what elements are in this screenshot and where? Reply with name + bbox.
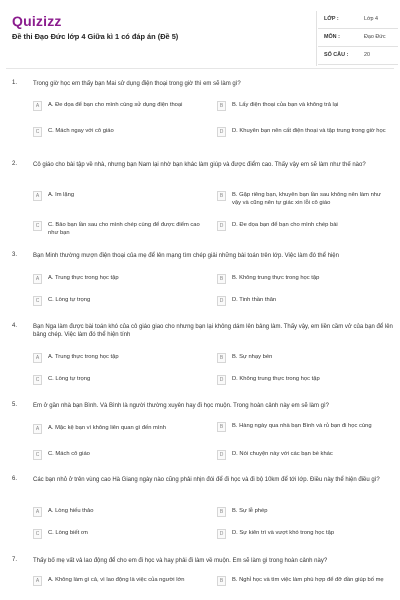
option-text: A. Đe dọa để bạn cho mình cùng sử dụng điện thoại <box>48 102 183 108</box>
option-text: C. Mách cô giáo <box>48 451 90 457</box>
option-letter-box: B <box>217 422 226 432</box>
meta-label: SỐ CÂU : <box>324 52 349 58</box>
meta-label: LỚP : <box>324 16 339 22</box>
option-text: B. Sự lễ phép <box>232 508 268 514</box>
question-text: Bạn Nga làm được bài toán khó của cô giáo giao cho nhưng bạn lại không dám lên bảng làm. Thấy vậy, em liền cầm vở của bạn để lên bảng chép. Việc làm đó thể hiện tính <box>33 324 393 338</box>
question-number: 4. <box>12 323 18 329</box>
meta-row-question-count <box>318 47 398 65</box>
meta-row-class <box>318 11 398 29</box>
option-letter-box: D <box>217 127 226 137</box>
option-letter-box: D <box>217 221 226 231</box>
question-text: Các bạn nhỏ ở trên vùng cao Hà Giang ngày nào cũng phải nhịn đói để đi học và đi bộ 10km để tới lớp. Điều này thể hiện điều gì? <box>33 477 380 483</box>
quizizz-logo: Quizizz <box>12 13 62 29</box>
question-number: 2. <box>12 161 18 167</box>
question-text: Trong giờ học em thấy bạn Mai sử dụng điện thoại trong giờ thì em sẽ làm gì? <box>33 81 241 87</box>
option-letter-box: A <box>33 101 42 111</box>
option-text: A. Im lặng <box>48 192 75 198</box>
option-letter-box: B <box>217 274 226 284</box>
option-text: B. Sự nhạy bén <box>232 354 273 360</box>
option-letter-box: B <box>217 576 226 586</box>
option-letter-box: C <box>33 296 42 306</box>
option-text: D. Không trung thực trong học tập <box>232 376 320 382</box>
question-number: 7. <box>12 557 18 563</box>
question-number: 3. <box>12 252 18 258</box>
option-text: C. Lòng biết ơn <box>48 530 88 536</box>
meta-row-subject <box>318 29 398 47</box>
option-letter-box: B <box>217 353 226 363</box>
option-letter-box: C <box>33 127 42 137</box>
option-letter-box: B <box>217 101 226 111</box>
meta-info-box <box>318 11 398 65</box>
question-number: 5. <box>12 402 18 408</box>
option-text: D. Khuyên bạn nên cất điện thoại và tập trung trong giờ học <box>232 128 386 134</box>
option-text: B. Không trung thực trong học tập <box>232 275 320 281</box>
option-letter-box: C <box>33 529 42 539</box>
option-letter-box: A <box>33 191 42 201</box>
option-letter-box: D <box>217 529 226 539</box>
option-text: D. Sự kiên trì và vượt khó trong học tập <box>232 530 335 536</box>
meta-label: MÔN : <box>324 34 340 40</box>
option-text: B. Nghỉ học và tìm việc làm phù hợp để đỡ đần giúp bố mẹ <box>232 577 384 583</box>
option-letter-box: A <box>33 576 42 586</box>
question-number: 1. <box>12 80 18 86</box>
option-text: C. Lòng tự trọng <box>48 376 91 382</box>
option-letter-box: B <box>217 507 226 517</box>
option-letter-box: C <box>33 375 42 385</box>
meta-value: Đạo Đức <box>364 34 386 40</box>
option-text: D. Đe dọa bạn để bạn cho mình chép bài <box>232 222 338 228</box>
option-letter-box: A <box>33 353 42 363</box>
question-text: Cô giáo cho bài tập về nhà, nhưng bạn Nam lại nhờ bạn khác làm giúp và được điểm cao. Thấy vậy em sẽ làm như thế nào? <box>33 162 366 168</box>
option-letter-box: C <box>33 221 42 231</box>
option-text: A. Lòng hiếu thảo <box>48 508 94 514</box>
option-text: A. Mặc kệ bạn vì không liên quan gì đến mình <box>48 425 166 431</box>
document-title: Đề thi Đạo Đức lớp 4 Giữa kì 1 có đáp án (Đề 5) <box>12 32 179 41</box>
question-text: Em ở gần nhà bạn Bình. Và Bình là người thường xuyên hay đi học muộn. Trong hoàn cảnh này em sẽ làm gì? <box>33 403 330 409</box>
option-letter-box: A <box>33 507 42 517</box>
option-text: A. Trung thực trong học tập <box>48 354 119 360</box>
meta-value: Lớp 4 <box>364 16 379 22</box>
option-text: A. Không làm gì cả, vì lao động là việc của người lớn <box>48 577 185 583</box>
option-letter-box: D <box>217 375 226 385</box>
question-text: Bạn Minh thường mượn điện thoại của mẹ để lên mạng tìm chép giải những bài toán trên lớp. Việc làm đó thể hiện <box>33 253 339 259</box>
option-text: D. Tinh thần thân <box>232 297 277 303</box>
question-text: Thấy bố mẹ vất vả lao động để cho em đi học và hay phải đi làm về muộn. Em sẽ làm gì trong hoàn cảnh này? <box>33 558 328 564</box>
option-text: C. Mách ngay với cô giáo <box>48 128 114 134</box>
option-text: B. Lấy điện thoại của bạn và không trả lại <box>232 102 339 108</box>
option-letter-box: D <box>217 296 226 306</box>
header-divider <box>6 68 394 69</box>
option-text: B. Hàng ngày qua nhà bạn Bình và rủ bạn đi học cùng <box>232 423 372 429</box>
option-text: C. Lòng tự trọng <box>48 297 91 303</box>
option-text: A. Trung thực trong học tập <box>48 275 119 281</box>
option-letter-box: A <box>33 274 42 284</box>
option-text: B. Gặp riêng bạn, khuyên bạn lần sau không nên làm như vậy và cũng nên tự giác xin lỗi cô giáo <box>232 192 381 206</box>
option-letter-box: C <box>33 450 42 460</box>
option-letter-box: B <box>217 191 226 201</box>
option-text: D. Nói chuyện này với các bạn bè khác <box>232 451 333 457</box>
option-letter-box: A <box>33 424 42 434</box>
option-letter-box: D <box>217 450 226 460</box>
meta-value: 20 <box>364 52 370 58</box>
meta-divider <box>316 11 317 66</box>
question-number: 6. <box>12 476 18 482</box>
option-text: C. Bảo bạn lần sau cho mình chép cùng để được điểm cao như bạn <box>48 222 200 236</box>
document-header <box>0 0 400 72</box>
